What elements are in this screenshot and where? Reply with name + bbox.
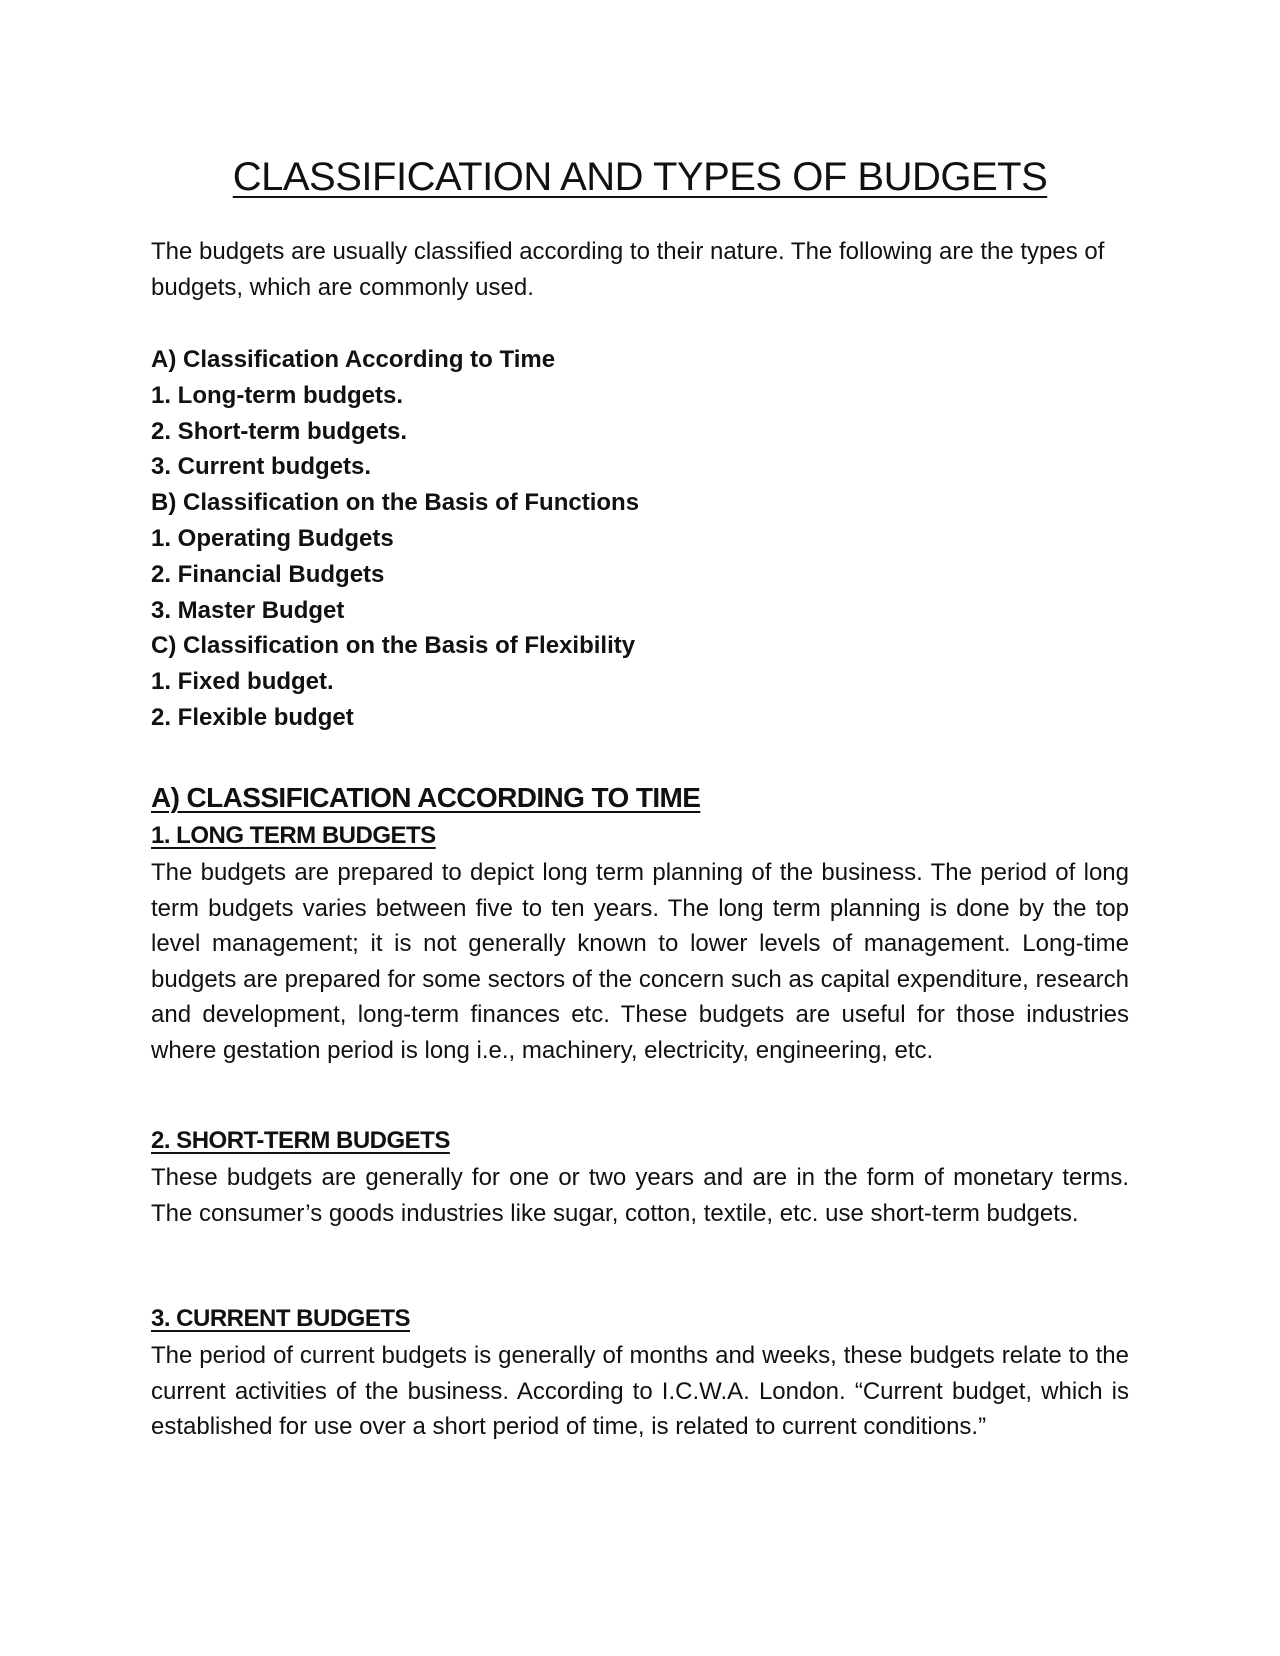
outline-item: 3. Current budgets. xyxy=(151,453,372,481)
document-title-text: CLASSIFICATION AND TYPES OF BUDGETS xyxy=(232,155,1048,199)
outline-item: 2. Short-term budgets. xyxy=(151,417,408,445)
document-title xyxy=(0,155,1280,200)
outline-item: 1. Fixed budget. xyxy=(151,668,334,696)
short-term-budgets-heading: 2. SHORT-TERM BUDGETS xyxy=(151,1127,450,1154)
current-budgets-heading: 3. CURRENT BUDGETS xyxy=(151,1305,411,1332)
long-term-budgets-heading: 1. LONG TERM BUDGETS xyxy=(151,822,436,849)
classification-outline xyxy=(151,342,1129,736)
outline-item: 3. Master Budget xyxy=(151,596,345,624)
outline-item: 1. Operating Budgets xyxy=(151,524,394,552)
outline-item: B) Classification on the Basis of Functions xyxy=(151,489,640,517)
short-term-budgets-text: These budgets are generally for one or two years and are in the form of monetary terms. The consumer’s goods industries like sugar, cotton, textile, etc. use short-term budgets. xyxy=(151,1164,1129,1227)
outline-item: C) Classification on the Basis of Flexibility xyxy=(151,632,636,660)
current-budgets-text: The period of current budgets is generally of months and weeks, these budgets relate to the current activities of the business. According to I.C.W.A. London. “Current budget, which is established for use over a short period of time, is related to current conditions.” xyxy=(151,1342,1129,1441)
intro-paragraph: The budgets are usually classified according to their nature. The following are the types of budgets, which are commonly used. xyxy=(151,238,1105,301)
long-term-budgets-text: The budgets are prepared to depict long term planning of the business. The period of long term budgets varies between five to ten years. The long term planning is done by the top level management; it is not generally known to lower levels of management. Long-time budgets are prepared for some sectors of the concern such as capital expenditure, research and development, long-term finances etc. These budgets are useful for those industries where gestation period is long i.e., machinery, electricity, engineering, etc. xyxy=(151,859,1129,1064)
section-a-heading: A) CLASSIFICATION ACCORDING TO TIME xyxy=(151,782,701,813)
outline-item: 2. Flexible budget xyxy=(151,703,354,731)
outline-item: 2. Financial Budgets xyxy=(151,560,385,588)
outline-item: 1. Long-term budgets. xyxy=(151,381,403,409)
outline-item: A) Classification According to Time xyxy=(151,346,556,373)
